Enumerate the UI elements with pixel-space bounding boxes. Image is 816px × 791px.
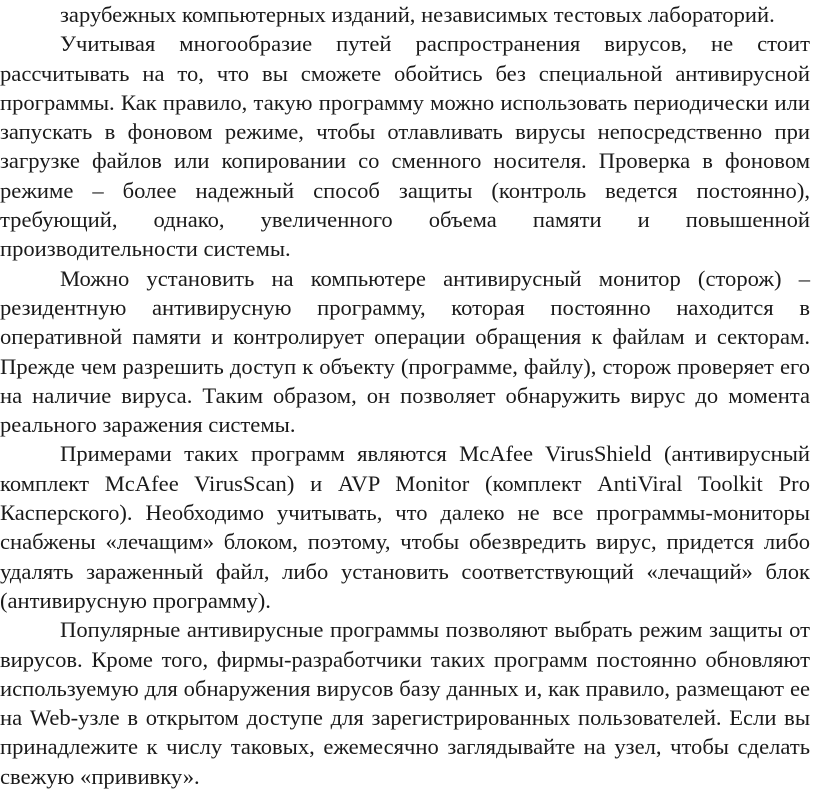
paragraph-updates: Популярные антивирусные программы позволяют выбрать режим защиты от вирусов. Кроме того, фирмы-разработчики таких программ постоянно обновляют используемую для обнаружения вирусов базу данных и, как правило, размещают ее на Web-узле в открытом доступе для зарегистрированных пользователей. Если вы принадлежите к числу таковых, ежемесячно заглядывайте на узел, чтобы сделать свежую «прививку». [0,617,810,789]
paragraph-resident-monitor: Можно установить на компьютере антивирусный монитор (сторож) – резидентную антивирусную программу, которая постоянно находится в оперативной памяти и контролирует операции обращения к файлам и секторам. Прежде чем разрешить доступ к объекту (программе, файлу), сторож проверяет его на наличие вируса. Таким образом, он позволяет обнаружить вирус до момента реального заражения системы. [0,265,810,438]
paragraph-antivirus-necessity: Учитывая многообразие путей распространения вирусов, не стоит рассчитывать на то, что вы сможете обойтись без специальной антивирусной программы. Как правило, такую программу можно использовать периодически или запускать в фоновом режиме, чтобы отлавливать вирусы непосредственно при загрузке файлов или копировании со сменного носителя. Проверка в фоновом режиме – более надежный способ защиты (контроль ведется постоянно), требующий, однако, увеличенного объема памяти и повышенной производительности системы. [0,31,810,262]
paragraph-continuation: зарубежных компьютерных изданий, независимых тестовых лабораторий. [60,2,775,27]
paragraph-monitor-examples: Примерами таких программ являются McAfee VirusShield (антивирусный комплект McAfee VirusScan) и AVP Monitor (комплект AntiViral Toolkit Pro Касперского). Необходимо учитывать, что далеко не все программы-мониторы снабжены «лечащим» блоком, поэтому, чтобы обезвредить вирус, придется либо удалять зараженный файл, либо установить соответствующий «лечащий» блок (антивирусную программу). [0,441,810,613]
